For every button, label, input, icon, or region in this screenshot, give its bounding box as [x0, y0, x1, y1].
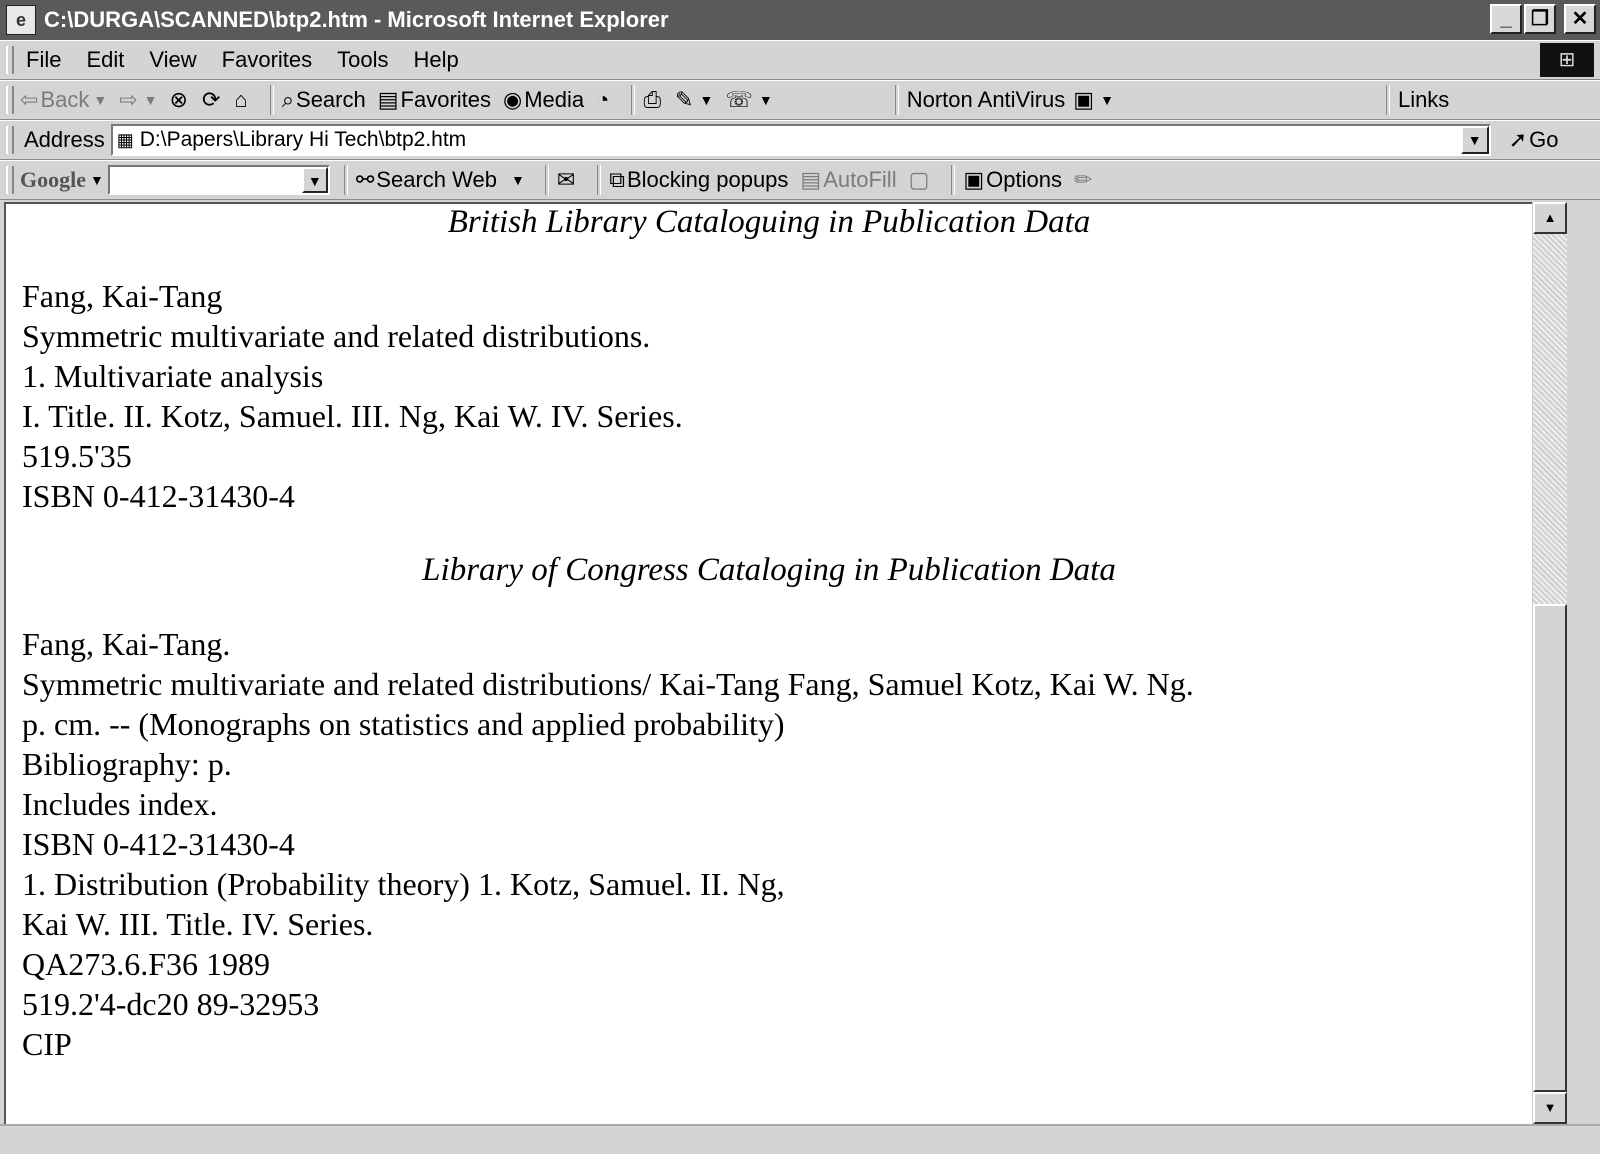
news-icon: ✉: [556, 167, 576, 192]
edit-dropdown-icon[interactable]: ▼: [699, 92, 714, 108]
toolbar-separator: [895, 85, 899, 115]
loc-line: Kai W. III. Title. IV. Series.: [22, 906, 374, 942]
bl-line: 519.5'35: [22, 438, 132, 474]
norton-label: Norton AntiVirus: [906, 87, 1066, 112]
menu-file[interactable]: File: [26, 47, 62, 72]
address-value[interactable]: D:\Papers\Library Hi Tech\btp2.htm: [139, 128, 467, 151]
google-search-dropdown-button[interactable]: ▼: [302, 167, 328, 193]
go-arrow-icon: ➚: [1508, 127, 1528, 152]
menu-grip[interactable]: [6, 46, 14, 74]
google-logo[interactable]: Google: [20, 167, 86, 192]
google-menu-dropdown-icon[interactable]: ▼: [90, 172, 104, 188]
bl-line: Fang, Kai-Tang: [22, 278, 223, 314]
messenger-icon: ☏: [725, 87, 753, 112]
address-grip[interactable]: [6, 126, 14, 154]
blocking-label: Blocking popups: [626, 167, 789, 192]
toolbar-separator: [631, 85, 635, 115]
refresh-icon: ⟳: [201, 87, 221, 112]
menu-view[interactable]: View: [149, 47, 197, 72]
toolbar-separator: [344, 165, 348, 195]
popup-blocker-button[interactable]: [609, 167, 788, 193]
edit-icon: ✎: [675, 87, 694, 112]
toolbar-separator: [545, 165, 549, 195]
favorites-button[interactable]: [378, 87, 491, 113]
search-web-dropdown-icon[interactable]: ▼: [510, 172, 525, 188]
address-input[interactable]: [111, 124, 1491, 156]
british-library-heading: British Library Cataloguing in Publication Data: [447, 204, 1091, 240]
scroll-thumb[interactable]: [1533, 604, 1567, 1092]
window-title: C:\DURGA\SCANNED\btp2.htm - Microsoft Internet Explorer: [44, 7, 669, 32]
window-controls: [1490, 4, 1596, 34]
home-icon: ⌂: [234, 87, 248, 112]
menu-tools[interactable]: Tools: [337, 47, 389, 72]
search-web-button[interactable]: [356, 167, 525, 193]
highlight-button[interactable]: [1074, 167, 1094, 193]
favorites-label: Favorites: [400, 87, 492, 112]
google-toolbar: [0, 160, 1600, 200]
autofill-label: AutoFill: [823, 167, 897, 192]
binoculars-icon: ⚯: [355, 167, 375, 192]
library-of-congress-heading: Library of Congress Cataloging in Publication Data: [422, 552, 1116, 588]
links-button[interactable]: [1398, 87, 1449, 113]
loc-line: 1. Distribution (Probability theory) 1. Kotz, Samuel. II. Ng,: [22, 866, 785, 902]
page-content: [4, 202, 1532, 1124]
title-bar: [0, 0, 1600, 40]
back-arrow-icon: ⇦: [20, 87, 39, 112]
links-label: Links: [1397, 87, 1450, 112]
loc-line: Symmetric multivariate and related distributions/ Kai-Tang Fang, Samuel Kotz, Kai W. Ng.: [22, 666, 1194, 702]
forward-arrow-icon: ⇨: [119, 87, 138, 112]
news-button[interactable]: [557, 167, 577, 193]
ie-page-icon: e: [6, 5, 36, 35]
options-button[interactable]: [963, 167, 1062, 193]
menu-help[interactable]: Help: [413, 47, 459, 72]
popup-blocker-icon: ⧉: [609, 167, 625, 192]
scroll-down-button[interactable]: ▼: [1533, 1092, 1567, 1124]
search-web-label: Search Web: [376, 167, 497, 192]
page-icon: ▦: [116, 129, 134, 150]
loc-line: QA273.6.F36 1989: [22, 946, 271, 982]
stop-icon: ⊗: [169, 87, 188, 112]
refresh-button[interactable]: [202, 87, 222, 113]
go-button[interactable]: [1509, 127, 1559, 153]
blogger-icon: ▢: [908, 167, 930, 192]
autofill-button[interactable]: [800, 167, 896, 193]
toolbar-grip[interactable]: [6, 86, 14, 114]
search-icon: ⌕: [281, 87, 295, 112]
media-button[interactable]: [503, 87, 584, 113]
go-label: Go: [1529, 127, 1559, 152]
history-button[interactable]: [596, 87, 611, 113]
bl-line: Symmetric multivariate and related distributions.: [22, 318, 651, 354]
menu-edit[interactable]: Edit: [86, 47, 125, 72]
google-grip[interactable]: [6, 166, 14, 194]
options-label: Options: [986, 167, 1062, 192]
print-icon: ⎙: [643, 87, 662, 112]
messenger-button[interactable]: [725, 87, 772, 113]
stop-button[interactable]: [170, 87, 190, 113]
bl-line: ISBN 0-412-31430-4: [22, 478, 295, 514]
windows-logo-icon: ⊞: [1540, 43, 1594, 77]
bl-line: 1. Multivariate analysis: [22, 358, 324, 394]
loc-line: 519.2'4-dc20 89-32953: [22, 986, 320, 1022]
media-icon: ◉: [503, 87, 523, 112]
restore-button[interactable]: ❐: [1524, 4, 1556, 34]
print-button[interactable]: [643, 87, 663, 113]
options-icon: ▣: [963, 167, 985, 192]
search-label: Search: [296, 87, 366, 112]
back-dropdown-icon[interactable]: ▼: [93, 92, 108, 108]
menu-favorites[interactable]: Favorites: [221, 47, 313, 72]
status-bar: [0, 1124, 1600, 1154]
toolbar-separator: [597, 165, 601, 195]
highlighter-icon: ✏: [1074, 167, 1093, 192]
norton-button[interactable]: [907, 87, 1114, 113]
loc-line: CIP: [22, 1026, 72, 1062]
blogger-button[interactable]: [909, 167, 932, 193]
menu-bar: [0, 40, 1600, 80]
norton-dropdown-icon[interactable]: ▼: [1100, 92, 1114, 108]
loc-line: ISBN 0-412-31430-4: [22, 826, 295, 862]
close-button[interactable]: ✕: [1564, 4, 1596, 34]
address-label: Address: [24, 127, 105, 152]
home-button[interactable]: [234, 87, 249, 113]
loc-line: Bibliography: p.: [22, 746, 232, 782]
forward-button[interactable]: [119, 87, 157, 113]
address-dropdown-button[interactable]: ▼: [1461, 126, 1489, 154]
loc-line: p. cm. -- (Monographs on statistics and applied probability): [22, 706, 785, 742]
scroll-track[interactable]: [1533, 234, 1567, 604]
toolbar-separator: [951, 165, 955, 195]
toolbar-separator: [1386, 85, 1390, 115]
back-button[interactable]: [20, 87, 107, 113]
loc-line: Includes index.: [22, 786, 218, 822]
toolbar-separator: [270, 85, 274, 115]
forward-dropdown-icon[interactable]: ▼: [143, 92, 158, 108]
media-label: Media: [524, 87, 585, 112]
messenger-dropdown-icon[interactable]: ▼: [758, 92, 773, 108]
bl-line: I. Title. II. Kotz, Samuel. III. Ng, Kai W. IV. Series.: [22, 398, 683, 434]
search-button[interactable]: [282, 87, 366, 113]
norton-icon: ▣: [1073, 87, 1095, 112]
history-icon: ◔: [596, 87, 610, 112]
scroll-up-button[interactable]: ▲: [1533, 202, 1567, 234]
standard-toolbar: [0, 80, 1600, 120]
favorites-icon: ▤: [377, 87, 399, 112]
autofill-icon: ▤: [800, 167, 822, 192]
address-bar: [0, 120, 1600, 160]
edit-button[interactable]: [675, 87, 713, 113]
back-label: Back: [40, 87, 90, 112]
minimize-button[interactable]: _: [1490, 4, 1522, 34]
vertical-scrollbar[interactable]: [1532, 202, 1566, 1124]
loc-line: Fang, Kai-Tang.: [22, 626, 231, 662]
google-search-input[interactable]: [108, 165, 330, 195]
